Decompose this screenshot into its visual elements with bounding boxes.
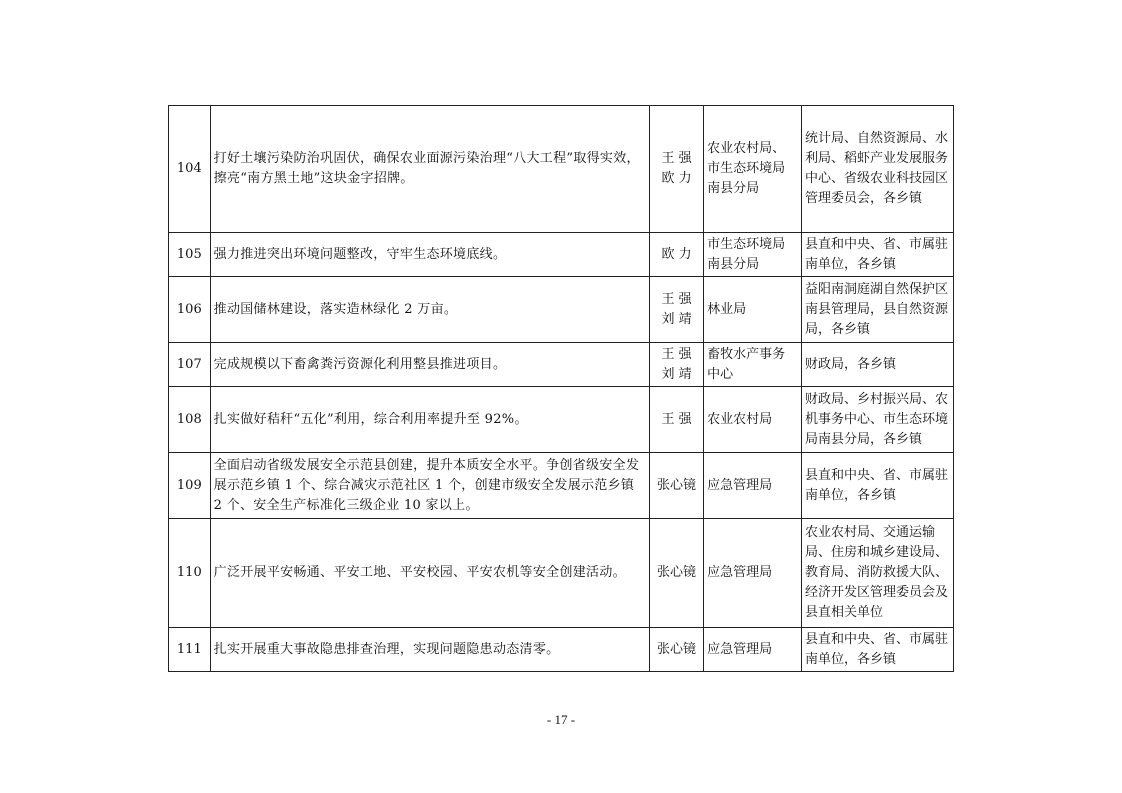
- lead-officials: [649, 343, 703, 387]
- responsible-unit: 应急管理局: [704, 519, 802, 628]
- lead-official: 欧 力: [661, 171, 692, 186]
- task-description: 强力推进突出环境问题整改，守牢生态环境底线。: [210, 233, 649, 277]
- lead-officials: [649, 453, 703, 519]
- task-description: 扎实做好秸秆“五化”利用，综合利用率提升至 92%。: [210, 387, 649, 453]
- table-row: [169, 106, 954, 233]
- table-row: [169, 453, 954, 519]
- lead-official: 张心镜: [657, 565, 697, 580]
- lead-officials: [649, 277, 703, 343]
- lead-officials: [649, 233, 703, 277]
- cooperating-units: 财政局、乡村振兴局、农机事务中心、市生态环境局南县分局，各乡镇: [801, 387, 953, 453]
- row-number: 104: [169, 106, 211, 233]
- cooperating-units: 县直和中央、省、市属驻南单位，各乡镇: [801, 233, 953, 277]
- lead-officials: [649, 628, 703, 672]
- task-description: 扎实开展重大事故隐患排查治理，实现问题隐患动态清零。: [210, 628, 649, 672]
- cooperating-units: 县直和中央、省、市属驻南单位，各乡镇: [801, 453, 953, 519]
- task-description: 完成规模以下畜禽粪污资源化利用整县推进项目。: [210, 343, 649, 387]
- cooperating-units: 统计局、自然资源局、水利局、稻虾产业发展服务中心、省级农业科技园区管理委员会，各乡镇: [801, 106, 953, 233]
- task-table: [168, 105, 954, 672]
- lead-official: 张心镜: [657, 477, 697, 493]
- lead-official: 欧 力: [661, 246, 692, 262]
- row-number: 106: [169, 277, 211, 343]
- responsible-unit: 应急管理局: [704, 453, 802, 519]
- table-row: [169, 387, 954, 453]
- table-row: [169, 519, 954, 628]
- lead-official: 王 强: [661, 291, 692, 307]
- responsible-unit: 市生态环境局南县分局: [704, 233, 802, 277]
- lead-official: 刘 靖: [661, 311, 692, 327]
- cooperating-units: 县直和中央、省、市属驻南单位，各乡镇: [801, 628, 953, 672]
- responsible-unit: 农业农村局、市生态环境局南县分局: [704, 106, 802, 233]
- row-number: 105: [169, 233, 211, 277]
- responsible-unit: 畜牧水产事务中心: [704, 343, 802, 387]
- responsible-unit: 应急管理局: [704, 628, 802, 672]
- row-number: 109: [169, 453, 211, 519]
- cooperating-units: 农业农村局、交通运输局、住房和城乡建设局、教育局、消防救援大队、经济开发区管理委员会及县直相关单位: [801, 519, 953, 628]
- task-description: 推动国储林建设，落实造林绿化 2 万亩。: [210, 277, 649, 343]
- table-row: [169, 233, 954, 277]
- task-description: 广泛开展平安畅通、平安工地、平安校园、平安农机等安全创建活动。: [210, 519, 649, 628]
- lead-official: 张心镜: [657, 641, 697, 657]
- task-description: 全面启动省级发展安全示范县创建，提升本质安全水平。争创省级安全发展示范乡镇 1 个、综合减灾示范社区 1 个，创建市级安全发展示范乡镇 2 个、安全生产标准化三级企业 10 家以上。: [210, 453, 649, 519]
- lead-official: 刘 靖: [661, 366, 692, 382]
- responsible-unit: 林业局: [704, 277, 802, 343]
- table-row: [169, 277, 954, 343]
- row-number: 108: [169, 387, 211, 453]
- lead-officials: [649, 519, 703, 628]
- table-row: [169, 628, 954, 672]
- table-row: [169, 343, 954, 387]
- lead-official: 王 强: [661, 346, 692, 362]
- cooperating-units: 益阳南洞庭湖自然保护区南县管理局，县自然资源局，各乡镇: [801, 277, 953, 343]
- row-number: 110: [169, 519, 211, 628]
- lead-official: 王 强: [661, 151, 692, 166]
- task-description: 打好土壤污染防治巩固伏，确保农业面源污染治理“八大工程”取得实效，擦亮“南方黑土地”这块金字招牌。: [210, 106, 649, 233]
- row-number: 107: [169, 343, 211, 387]
- row-number: 111: [169, 628, 211, 672]
- lead-officials: [649, 106, 703, 233]
- cooperating-units: 财政局，各乡镇: [801, 343, 953, 387]
- lead-officials: [649, 387, 703, 453]
- page-number: - 17 -: [546, 712, 576, 727]
- lead-official: 王 强: [661, 411, 692, 427]
- responsible-unit: 农业农村局: [704, 387, 802, 453]
